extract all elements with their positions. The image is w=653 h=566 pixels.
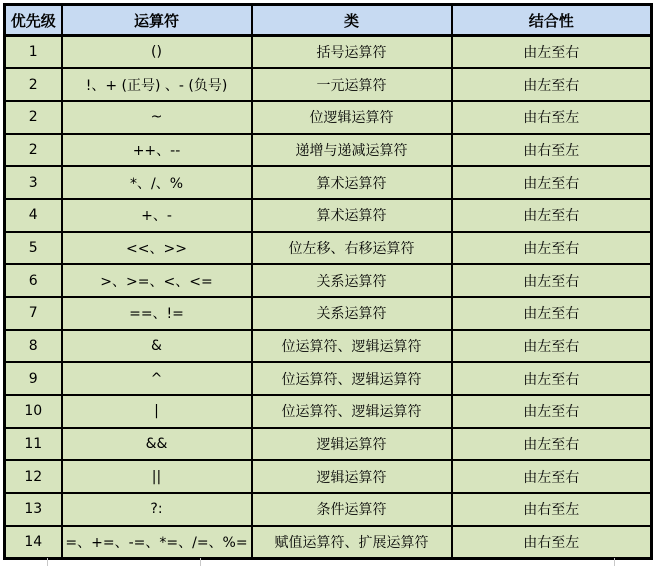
cell-operator: >、>=、<、<= [62, 264, 252, 297]
cell-priority: 10 [5, 395, 62, 428]
header-row [5, 5, 652, 36]
cell-priority: 2 [5, 68, 62, 101]
cell-class: 位运算符、逻辑运算符 [252, 330, 452, 363]
cell-associativity: 由右至左 [452, 493, 652, 526]
cell-priority: 12 [5, 460, 62, 493]
cell-associativity: 由左至右 [452, 264, 652, 297]
cell-priority: 11 [5, 428, 62, 461]
table-row [5, 395, 652, 428]
cell-class: 位运算符、逻辑运算符 [252, 362, 452, 395]
cell-class: 位左移、右移运算符 [252, 232, 452, 265]
cell-class: 一元运算符 [252, 68, 452, 101]
cell-priority: 3 [5, 166, 62, 199]
cell-class: 算术运算符 [252, 166, 452, 199]
spreadsheet-gridline-stub [47, 558, 48, 566]
cell-class: 条件运算符 [252, 493, 452, 526]
cell-operator: ++、-- [62, 134, 252, 167]
table-row [5, 134, 652, 167]
cell-operator: || [62, 460, 252, 493]
table-row [5, 460, 652, 493]
cell-priority: 5 [5, 232, 62, 265]
cell-operator: +、- [62, 199, 252, 232]
cell-class: 关系运算符 [252, 264, 452, 297]
cell-operator: <<、>> [62, 232, 252, 265]
spreadsheet-gridline-stub [200, 558, 201, 566]
cell-class: 逻辑运算符 [252, 460, 452, 493]
cell-class: 逻辑运算符 [252, 428, 452, 461]
cell-operator: *、/、% [62, 166, 252, 199]
cell-associativity: 由左至右 [452, 460, 652, 493]
cell-priority: 9 [5, 362, 62, 395]
cell-associativity: 由左至右 [452, 297, 652, 330]
cell-associativity: 由左至右 [452, 166, 652, 199]
cell-associativity: 由左至右 [452, 395, 652, 428]
cell-operator: && [62, 428, 252, 461]
cell-associativity: 由左至右 [452, 330, 652, 363]
cell-associativity: 由右至左 [452, 101, 652, 134]
cell-associativity: 由右至左 [452, 134, 652, 167]
cell-class: 关系运算符 [252, 297, 452, 330]
table-row [5, 264, 652, 297]
cell-priority: 1 [5, 36, 62, 69]
cell-operator: | [62, 395, 252, 428]
cell-priority: 13 [5, 493, 62, 526]
cell-priority: 2 [5, 134, 62, 167]
table-row [5, 166, 652, 199]
table-row [5, 493, 652, 526]
spreadsheet-gridline-stub [614, 558, 615, 566]
cell-operator: ~ [62, 101, 252, 134]
table-row [5, 362, 652, 395]
cell-operator: () [62, 36, 252, 69]
cell-class: 赋值运算符、扩展运算符 [252, 526, 452, 559]
cell-operator: =、+=、-=、*=、/=、%= [62, 526, 252, 559]
cell-associativity: 由右至左 [452, 526, 652, 559]
cell-associativity: 由左至右 [452, 362, 652, 395]
cell-operator: ^ [62, 362, 252, 395]
cell-associativity: 由左至右 [452, 68, 652, 101]
cell-class: 位逻辑运算符 [252, 101, 452, 134]
cell-priority: 14 [5, 526, 62, 559]
cell-operator: & [62, 330, 252, 363]
table-row [5, 526, 652, 559]
operator-precedence-table [3, 3, 653, 560]
cell-priority: 2 [5, 101, 62, 134]
table-row [5, 68, 652, 101]
cell-class: 算术运算符 [252, 199, 452, 232]
cell-associativity: 由左至右 [452, 232, 652, 265]
cell-priority: 4 [5, 199, 62, 232]
table-row [5, 428, 652, 461]
header-priority: 优先级 [5, 5, 62, 36]
cell-associativity: 由左至右 [452, 199, 652, 232]
cell-operator: ?: [62, 493, 252, 526]
header-class: 类 [252, 5, 452, 36]
table-row [5, 297, 652, 330]
cell-operator: !、+ (正号) 、- (负号) [62, 68, 252, 101]
cell-priority: 6 [5, 264, 62, 297]
operator-precedence-table-container [3, 3, 653, 560]
table-row [5, 330, 652, 363]
cell-priority: 8 [5, 330, 62, 363]
table-row [5, 199, 652, 232]
header-operator: 运算符 [62, 5, 252, 36]
table-row [5, 232, 652, 265]
cell-associativity: 由左至右 [452, 36, 652, 69]
cell-associativity: 由左至右 [452, 428, 652, 461]
table-row [5, 36, 652, 69]
cell-class: 递增与递减运算符 [252, 134, 452, 167]
cell-priority: 7 [5, 297, 62, 330]
header-associativity: 结合性 [452, 5, 652, 36]
table-row [5, 101, 652, 134]
cell-class: 位运算符、逻辑运算符 [252, 395, 452, 428]
cell-class: 括号运算符 [252, 36, 452, 69]
cell-operator: ==、!= [62, 297, 252, 330]
